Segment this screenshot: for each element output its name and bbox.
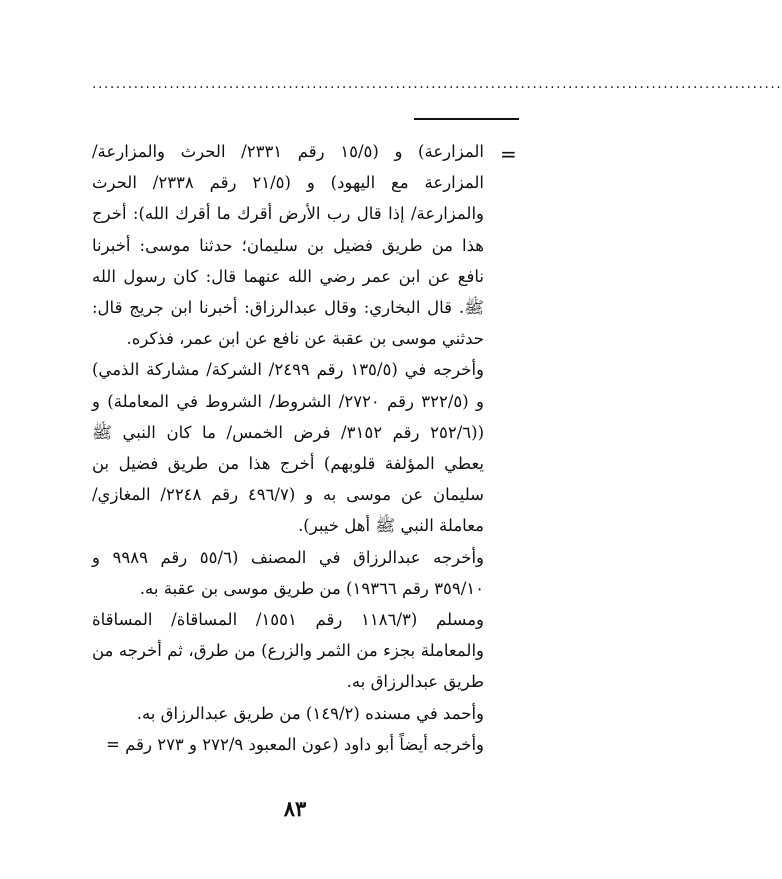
continuation-mark: = [500, 142, 517, 166]
page-number: ٨٣ [283, 796, 307, 821]
dotted-separator: .................................................................................................................... [92, 76, 782, 92]
footnote-paragraph-4: ومسلم (١١٨٦/٣ رقم ١٥٥١/ المساقاة/ المساقاة والمعاملة بجزء من الثمر والزرع) من طرق، ثم أخرجه من طريق عبدالرزاق به. [92, 610, 485, 692]
footnote-paragraph-6: وأخرجه أيضاً أبو داود (عون المعبود ٢٧٢/٩ و ٢٧٣ رقم = [106, 734, 484, 754]
footnote-paragraph-1: المزارعة) و (١٥/٥ رقم ٢٣٣١/ الحرث والمزارعة/ المزارعة مع اليهود) و (٢١/٥ رقم ٢٣٣٨/ الحرث والمزارعة/ إذا قال رب الأرض أقرك ما أقرك الله): أخرج هذا من طريق فضيل بن سليمان؛ حدثنا موسى: أخبرنا نافع عن ابن عمر رضي الله عنهما قال: كان رسول الله ﷺ. قال البخاري: وقال عبدالرزاق: أخبرنا ابن جريج قال: حدثني موسى بن عقبة عن نافع عن ابن عمر، فذكره. [92, 142, 484, 349]
footnote-paragraph-3: وأخرجه عبدالرزاق في المصنف (٥٥/٦ رقم ٩٩٨٩ و ٣٥٩/١٠ رقم ١٩٣٦٦) من طريق موسى بن عقبة به. [92, 547, 484, 598]
footnote-rule [414, 118, 519, 120]
footnote-text [92, 136, 484, 760]
footnote-paragraph-5: وأحمد في مسنده (١٤٩/٢) من طريق عبدالرزاق به. [136, 703, 484, 723]
footnote-paragraph-2: وأخرجه في (١٣٥/٥ رقم ٢٤٩٩/ الشركة/ مشاركة الذمي) و (٣٢٢/٥ رقم ٢٧٢٠/ الشروط/ الشروط في المعاملة) و ((٢٥٢/٦ رقم ٣١٥٢/ فرض الخمس/ ما كان النبي ﷺ يعطي المؤلفة قلوبهم) أخرج هذا من طريق فضيل بن سليمان عن موسى به و (٤٩٦/٧ رقم ٢٢٤٨/ المغازي/ معاملة النبي ﷺ أهل خيبر). [92, 360, 485, 536]
